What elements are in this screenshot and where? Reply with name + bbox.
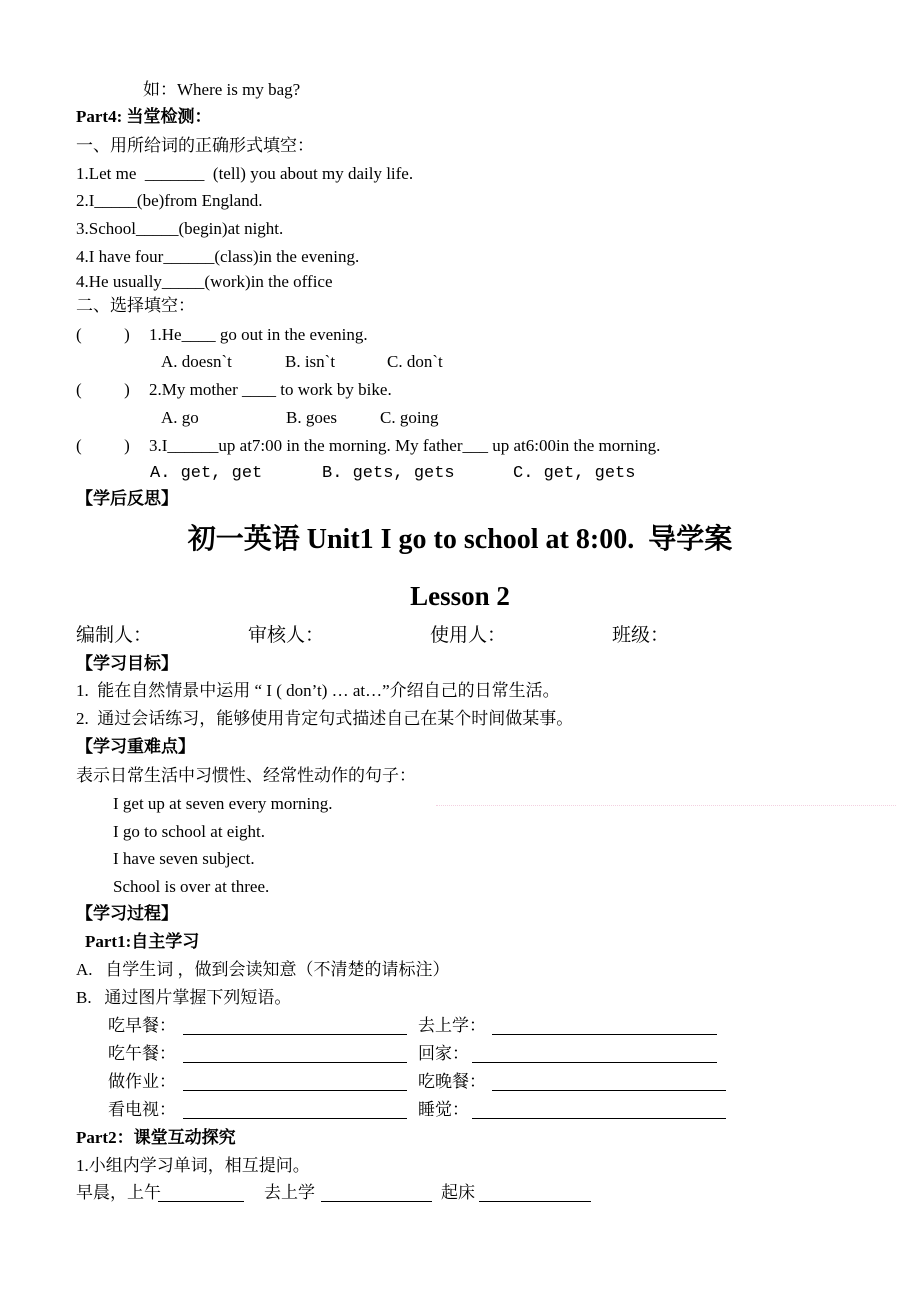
answer-blank[interactable]: [158, 1200, 244, 1202]
lesson-subtitle: Lesson 2: [410, 581, 510, 611]
fill-item: 1.Let me _______ (tell) you about my daily life.: [76, 164, 414, 183]
answer-blank[interactable]: [472, 1117, 726, 1119]
answer-blank[interactable]: [479, 1200, 591, 1202]
answer-paren: ( ): [76, 436, 130, 455]
choice-option: C. going: [380, 408, 439, 427]
answer-paren: ( ): [76, 380, 130, 399]
example-sentence: I have seven subject.: [113, 849, 255, 868]
vocab-label: 去上学: [264, 1183, 315, 1202]
role-reviewer: 审核人：: [248, 625, 325, 646]
answer-blank[interactable]: [492, 1089, 726, 1091]
answer-blank[interactable]: [183, 1033, 407, 1035]
example-sentence: 如：Where is my bag?: [143, 80, 301, 99]
example-sentence: I go to school at eight.: [113, 822, 266, 841]
part4-heading: Part4: 当堂检测：: [76, 107, 212, 126]
example-sentence: I get up at seven every morning.: [113, 794, 333, 813]
example-sentence: School is over at three.: [113, 877, 270, 896]
vocab-label: 起床: [441, 1183, 475, 1202]
process-heading: 【学习过程】: [76, 904, 178, 923]
choice-question: 2.My mother ____ to work by bike.: [149, 380, 392, 399]
task-b: B. 通过图片掌握下列短语。: [76, 988, 292, 1007]
task-a: A. 自学生词 ，做到会读知意（不清楚的请标注）: [76, 960, 450, 979]
choice-option: C. don`t: [387, 352, 443, 371]
choice-option: B. goes: [286, 408, 337, 427]
document-title: 初一英语 Unit1 I go to school at 8:00. 导学案: [187, 524, 733, 555]
choice-question: 1.He____ go out in the evening.: [149, 325, 368, 344]
answer-blank[interactable]: [472, 1061, 717, 1063]
answer-blank[interactable]: [183, 1089, 407, 1091]
objectives-heading: 【学习目标】: [76, 654, 178, 673]
fill-item: 3.School_____(begin)at night.: [76, 219, 284, 238]
phrase-label: 看电视：: [108, 1100, 176, 1119]
choice-option: A. go: [161, 408, 199, 427]
answer-paren: ( ): [76, 325, 130, 344]
phrase-label: 吃晚餐：: [418, 1072, 486, 1091]
objective-item: 2. 通过会话练习，能够使用肯定句式描述自己在某个时间做某事。: [76, 709, 574, 728]
phrase-label: 吃早餐：: [108, 1016, 176, 1035]
role-author: 编制人：: [76, 625, 153, 646]
phrase-label: 回家：: [418, 1044, 469, 1063]
answer-blank[interactable]: [183, 1117, 407, 1119]
choice-question: 3.I______up at7:00 in the morning. My father___ up at6:00in the morning.: [149, 436, 661, 455]
key-points-intro: 表示日常生活中习惯性、经常性动作的句子：: [76, 766, 416, 785]
answer-blank[interactable]: [492, 1033, 717, 1035]
part2-item: 1.小组内学习单词，相互提问。: [76, 1156, 310, 1175]
choice-option: C. get, gets: [513, 464, 636, 483]
vocab-label: 早晨，上午: [76, 1183, 161, 1202]
choice-option: A. get, get: [150, 464, 263, 483]
phrase-label: 吃午餐：: [108, 1044, 176, 1063]
fill-item: 4.He usually_____(work)in the office: [76, 272, 333, 291]
part1-heading: Part1:自主学习: [85, 932, 200, 951]
phrase-label: 做作业：: [108, 1072, 176, 1091]
phrase-label: 睡觉：: [418, 1100, 469, 1119]
key-points-heading: 【学习重难点】: [76, 737, 195, 756]
answer-blank[interactable]: [183, 1061, 407, 1063]
choice-option: A. doesn`t: [161, 352, 232, 371]
answer-blank[interactable]: [321, 1200, 432, 1202]
dotted-divider: [436, 805, 896, 806]
phrase-label: 去上学：: [418, 1016, 486, 1035]
role-user: 使用人：: [430, 625, 507, 646]
section2-title: 二、选择填空：: [76, 296, 195, 315]
choice-option: B. gets, gets: [322, 464, 455, 483]
reflection-heading: 【学后反思】: [76, 489, 178, 508]
role-class: 班级：: [612, 625, 670, 646]
choice-option: B. isn`t: [285, 352, 336, 371]
part2-heading: Part2：课堂互动探究: [76, 1128, 236, 1147]
fill-item: 4.I have four______(class)in the evening.: [76, 247, 360, 266]
objective-item: 1. 能在自然情景中运用 “ I ( don’t) … at…”介绍自己的日常生活。: [76, 681, 560, 700]
fill-item: 2.I_____(be)from England.: [76, 191, 263, 210]
section1-title: 一、用所给词的正确形式填空：: [76, 136, 314, 155]
